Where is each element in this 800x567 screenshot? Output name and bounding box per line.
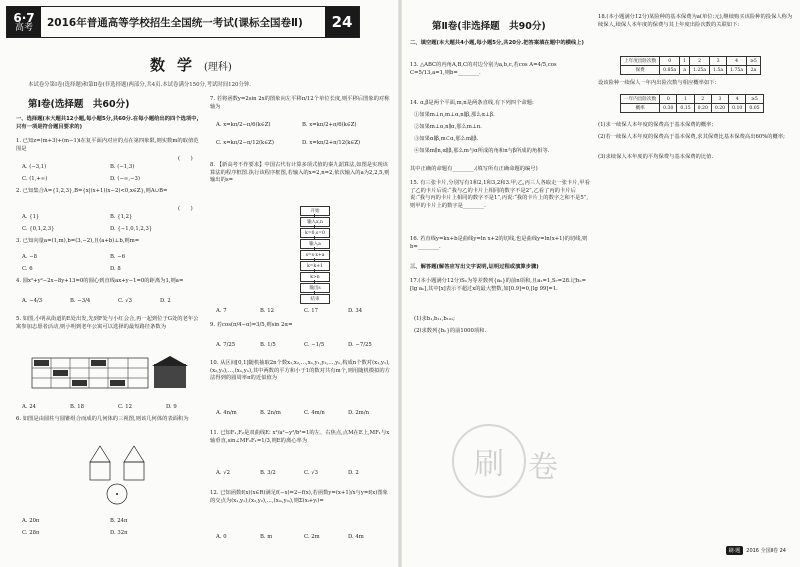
option: A. −4/3 (22, 298, 43, 304)
option: D. x=kπ/2+π/12(k∈Z) (302, 140, 361, 146)
page-footer (726, 546, 786, 555)
sub-question: (2)求数列{bₙ}的前1000项和. (414, 328, 487, 334)
footer-text: 2016 全国Ⅱ卷 24 (746, 548, 786, 554)
option: C. x=kπ/2−π/12(k∈Z) (216, 140, 274, 146)
option: D. 34 (348, 308, 363, 314)
option: D. 9 (166, 404, 177, 410)
question-4: 4. 圆x²+y²−2x−8y+13=0的圆心到直线ax+y−1=0的距离为1,则a= (16, 278, 184, 284)
flow-step: k=0,s=0 (300, 228, 330, 238)
option: B. −3/4 (70, 298, 91, 304)
subject-title: 数学(理科) (150, 56, 232, 74)
footer-tag: 刷·题 (726, 546, 744, 555)
option: A. 7/25 (216, 342, 236, 348)
question-11: 11. 已知F₁,F₂是双曲线E: x²/a²−y²/b²=1的左、右焦点,点M在E上,MF₁与x轴垂直,sin∠MF₂F₁=1/3,则E的离心率为 (210, 430, 390, 444)
option: D. 2m/n (348, 410, 370, 416)
statement: ②如果m⊥α,n∥α,那么m⊥n. (414, 124, 482, 130)
option: B. 1/5 (260, 342, 276, 348)
question-14: 14. α,β是两个平面,m,n是两条直线,有下列四个命题: (410, 100, 534, 106)
option: B. x=kπ/2+π/6(k∈Z) (302, 122, 357, 128)
option: B. m (260, 534, 273, 540)
answer-paren: ( ) (178, 206, 193, 212)
question-1: 1. 已知z=(m+3)+(m−1)i在复平面内对应的点在第四象限,则实数m的取值范围是 (16, 138, 199, 152)
part1-title: 第Ⅰ卷(选择题 共60分) (28, 99, 130, 110)
three-views-figure (80, 440, 160, 506)
question-18-mid: 设该险种一续保人一年内出险次数与相应概率如下: (598, 80, 717, 86)
exam-header (6, 6, 360, 38)
question-10: 10. 从区间[0,1]随机抽取2n个数x₁,x₂,…,xₙ,y₁,y₂,…,yₙ,构成n个数对(x₁,y₁),(x₂,y₂),…,(xₙ,yₙ),其中两数的平方和小于1的数对共有m个,则用随机模拟的方法得到的圆周率π的近似值为 (210, 360, 390, 382)
option: B. 18 (70, 404, 85, 410)
street-grid-figure (30, 352, 190, 392)
option: B. {1,2} (110, 214, 133, 220)
solve-instructions: 三、解答题(解答应写出文字说明,证明过程或演算步骤) (410, 264, 539, 270)
option: C. 4m/n (304, 410, 325, 416)
question-8: 8. 【新高考不作要求】中国古代有计算多项式值的秦九韶算法,如图是实现该算法的程序框图.执行该程序框图,若输入的x=2,n=2,依次输入的a为2,2,5,则输出的s= (210, 162, 390, 184)
flowchart (294, 206, 334, 302)
option: B. 24π (110, 518, 128, 524)
flow-step: 输出s (300, 283, 330, 293)
option: C. 12 (118, 404, 132, 410)
option: D. 32π (110, 530, 128, 536)
flow-step: k=k+1 (300, 261, 330, 271)
question-13: 13. △ABC的内角A,B,C的对边分别为a,b,c,若cos A=4/5,cos C=5/13,a=1,则b=________. (410, 62, 557, 76)
flow-step: 输入a (300, 239, 330, 249)
option: A. 0 (216, 534, 227, 540)
flow-decision: k>n (300, 272, 330, 282)
question-7: 7. 若将函数y=2sin 2x的图象向左平移π/12个单位长度,则平移后图象的对称轴为 (210, 96, 390, 110)
question-5: 5. 如图,小明从街道的E处出发,先到F处与小红会合,再一起到位于G处的老年公寓参加志愿者活动,则小明到老年公寓可以选择的最短路径条数为 (16, 316, 199, 330)
option: C. √3 (118, 298, 132, 304)
flow-end: 结束 (300, 294, 330, 304)
answer-paren: ( ) (178, 156, 193, 162)
option: D. (−∞,−3) (110, 176, 140, 182)
brand-logo: 6·7 高考 (7, 7, 41, 37)
watermark-text: 卷 (528, 450, 558, 485)
statement: ③如果α∥β,m⊂α,那么m∥β. (414, 136, 479, 142)
option: A. 20π (22, 518, 40, 524)
question-16: 16. 若直线y=kx+b是曲线y=ln x+2的切线,也是曲线y=ln(x+1)的切线,则b=________. (410, 236, 588, 250)
flow-step: 输入x,n (300, 217, 330, 227)
question-15: 15. 有三张卡片,分别写有1和2,1和3,2和3.甲,乙,丙三人各取走一张卡片,甲看了乙的卡片后说:“我与乙的卡片上相同的数字不是2”,乙看了丙的卡片后说:“我与丙的卡片上相同的数字不是1”,丙说:“我的卡片上的数字之和不是5”,则甲的卡片上的数字是________. (410, 180, 590, 209)
option: D. 2 (348, 470, 359, 476)
statement: ④如果m∥n,α∥β,那么m与α所成的角和n与β所成的角相等. (414, 148, 550, 154)
option: C. 17 (304, 308, 318, 314)
option: C. {0,1,2,3} (22, 226, 55, 232)
exam-number: 24 (325, 7, 359, 37)
sub-question: (1)求b₁,b₁₁,b₁₀₁; (414, 316, 455, 322)
page-fold (398, 0, 402, 567)
part1-instructions: 一、选择题(本大题共12小题,每小题5分,共60分.在每小题给出的四个选项中,只有一项是符合题目要求的) (16, 116, 199, 130)
option: A. −8 (22, 254, 38, 260)
fill-in-instructions: 二、填空题(本大题共4小题,每小题5分,共20分.把答案填在题中的横线上) (410, 40, 584, 46)
option: D. 8 (110, 266, 121, 272)
statement-end: 其中正确的命题有________.(填写所有正确命题的编号) (410, 166, 538, 172)
option: B. (−1,3) (110, 164, 135, 170)
sub-question: (2)若一续保人本年度的保费高于基本保费,求其保费比基本保费高出60%的概率; (598, 134, 785, 140)
exam-note: 本试卷分第Ⅰ卷(选择题)和第Ⅱ卷(非选择题)两部分,共4页.本试卷满分150分,考试时间120分钟. (28, 82, 251, 88)
option: D. −7/25 (348, 342, 372, 348)
option: B. 12 (260, 308, 275, 314)
option: B. 3/2 (260, 470, 276, 476)
flow-step: s=s·x+a (300, 250, 330, 260)
flow-start: 开始 (300, 206, 330, 216)
probability-table: 一年内出险次数 0 1 2 3 4 ≥5 概率 0.30 0.15 0.20 0.20 0.10 0.05 (620, 94, 764, 113)
option: A. x=kπ/2−π/6(k∈Z) (216, 122, 271, 128)
question-6: 6. 如图是由圆柱与圆锥组合而成的几何体的三视图,则该几何体的表面积为 (16, 416, 189, 422)
option: D. 4m (348, 534, 364, 540)
option: C. 2m (304, 534, 320, 540)
option: A. √2 (216, 470, 230, 476)
option: D. {−1,0,1,2,3} (110, 226, 153, 232)
option: C. √3 (304, 470, 318, 476)
question-2: 2. 已知集合A={1,2,3},B={x|(x+1)(x−2)<0,x∈Z},则A∪B= (16, 188, 168, 194)
question-18: 18.(本小题满分12分)某险种的基本保费为a(单位:元),继续购买该险种的投保人称为续保人,续保人本年度的保费与其上年度出险次数的关联如下: (598, 14, 793, 28)
option: C. (1,+∞) (22, 176, 48, 182)
option: B. 2n/m (260, 410, 281, 416)
option: A. {1} (22, 214, 40, 220)
option: C. 28π (22, 530, 40, 536)
watermark-logo: 刷 (452, 424, 526, 498)
question-9: 9. 若cos(π/4−α)=3/5,则sin 2α= (210, 322, 293, 328)
part2-title: 第Ⅱ卷(非选择题 共90分) (432, 21, 546, 32)
question-3: 3. 已知向量a=(1,m),b=(3,−2),且(a+b)⊥b,则m= (16, 238, 140, 244)
statement: ①如果m⊥n,m⊥α,n∥β,那么α⊥β. (414, 112, 495, 118)
sub-question: (3)求续保人本年度的平均保费与基本保费的比值. (598, 154, 714, 160)
premium-table: 上年度出险次数 0 1 2 3 4 ≥5 保费 0.85a a 1.25a 1.5a 1.75a 2a (620, 56, 761, 75)
option: A. 24 (22, 404, 36, 410)
exam-title: 2016年普通高等学校招生全国统一考试(课标全国卷Ⅱ) (47, 16, 303, 29)
option: B. −6 (110, 254, 126, 260)
sub-question: (1)求一续保人本年度的保费高于基本保费的概率; (598, 122, 714, 128)
option: D. 2 (160, 298, 171, 304)
question-12: 12. 已知函数f(x)(x∈R)满足f(−x)=2−f(x),若函数y=(x+1)/x与y=f(x)图象的交点为(x₁,y₁),(x₂,y₂),…,(xₘ,yₘ),则Σ(xᵢ+yᵢ)= (210, 490, 388, 504)
option: A. 4n/m (216, 410, 237, 416)
option: A. 7 (216, 308, 227, 314)
option: C. −1/5 (304, 342, 325, 348)
option: A. (−3,1) (22, 164, 47, 170)
option: C. 6 (22, 266, 33, 272)
question-17: 17.(本小题满分12分)Sₙ为等差数列{aₙ}的前n项和,且a₁=1,S₇=28.记bₙ=[lg aₙ],其中[x]表示不超过x的最大整数,如[0.9]=0,[lg 99]=1. (410, 278, 587, 292)
